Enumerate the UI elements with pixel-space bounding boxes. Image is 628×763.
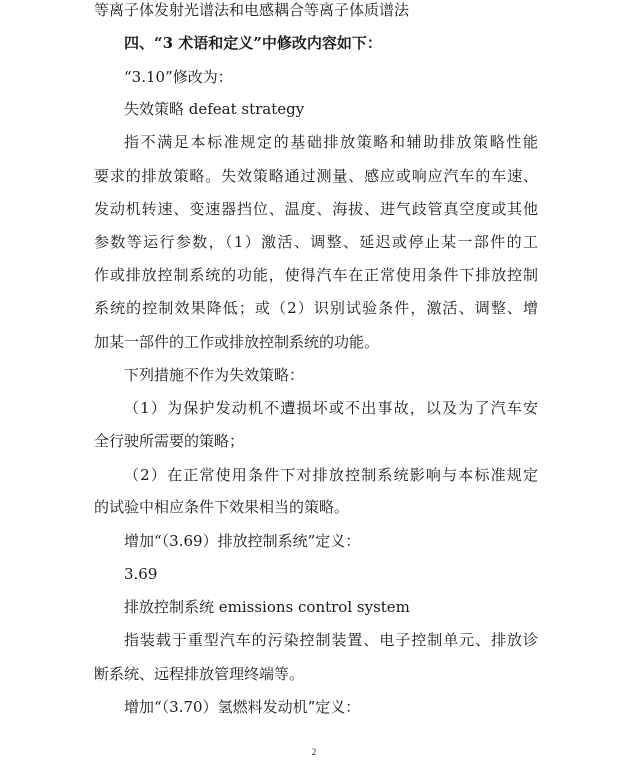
paragraph-line: 断系统、远程排放管理终端等。 [94, 665, 305, 683]
paragraph-line: 发动机转速、变速器挡位、温度、海拔、进气歧管真空度或其他 [94, 200, 538, 218]
paragraph-line: 的试验中相应条件下效果相当的策略。 [94, 498, 350, 516]
paragraph-line: （2）在正常使用条件下对排放控制系统影响与本标准规定 [124, 466, 538, 484]
section-heading: 四、“3 术语和定义”中修改内容如下： [124, 34, 382, 52]
paragraph-line: 下列措施不作为失效策略： [124, 366, 305, 384]
paragraph-line: 要求的排放策略。失效策略通过测量、感应或响应汽车的车速、 [94, 167, 538, 185]
paragraph-line: 全行驶所需要的策略； [94, 432, 245, 450]
paragraph-line: 增加“（3.69）排放控制系统”定义： [124, 532, 361, 550]
paragraph-line: 增加“（3.70）氢燃料发动机”定义： [124, 698, 361, 716]
paragraph-line: 系统的控制效果降低；或（2）识别试验条件，激活、调整、增 [94, 299, 538, 317]
paragraph-line: 指装载于重型汽车的污染控制装置、电子控制单元、排放诊 [124, 631, 538, 649]
paragraph-line: 加某一部件的工作或排放控制系统的功能。 [94, 333, 380, 351]
term-heading: 排放控制系统 emissions control system [124, 598, 410, 616]
paragraph-line: 参数等运行参数，（1）激活、调整、延迟或停止某一部件的工 [94, 233, 538, 251]
paragraph-line: 等离子体发射光谱法和电感耦合等离子体质谱法 [94, 1, 410, 19]
paragraph-line: 指不满足本标准规定的基础排放策略和辅助排放策略性能 [124, 133, 538, 151]
page-number: 2 [311, 747, 317, 757]
term-heading: 失效策略 defeat strategy [124, 100, 305, 118]
paragraph-line: “3.10”修改为： [124, 68, 233, 86]
paragraph-line: 作或排放控制系统的功能，使得汽车在正常使用条件下排放控制 [94, 266, 538, 284]
clause-number: 3.69 [124, 565, 158, 583]
paragraph-line: （1）为保护发动机不遭损坏或不出事故，以及为了汽车安 [124, 399, 538, 417]
